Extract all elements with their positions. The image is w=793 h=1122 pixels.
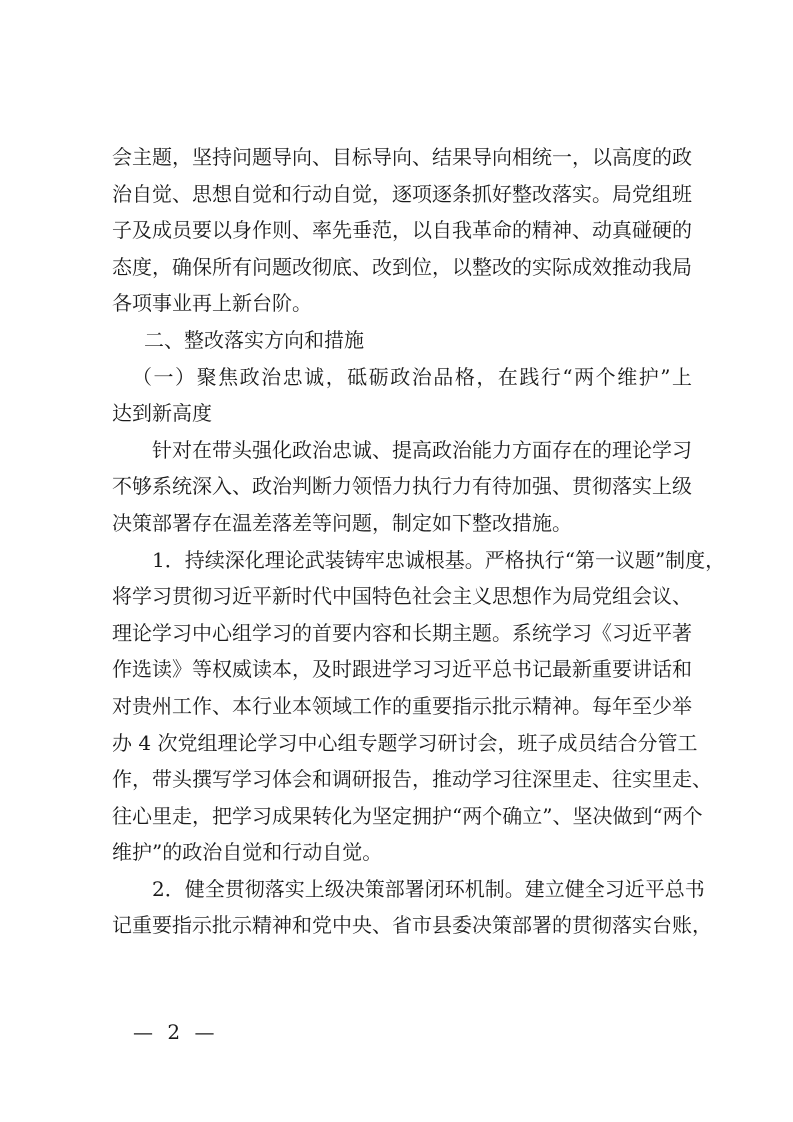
text-line: 不够系统深入、政治判断力领悟力执行力有待加强、贯彻落实上级 [112, 474, 692, 499]
paragraph-measure-2 [112, 871, 712, 944]
text-line: 1．持续深化理论武装铸牢忠诚根基。严格执行“第一议题”制度， [152, 547, 726, 572]
text-line: 达到新高度 [112, 401, 212, 426]
text-line: 会主题，坚持问题导向、目标导向、结果导向相统一，以高度的政 [112, 145, 692, 169]
page-number: — 2 — [133, 1020, 219, 1044]
section-heading: 二、整改落实方向和措施 [144, 327, 364, 352]
text-line: 作，带头撰写学习体会和调研报告，推动学习往深里走、往实里走、 [112, 767, 712, 792]
paragraph-intro [112, 139, 692, 322]
subsection-heading [112, 359, 692, 432]
text-line: （一）聚焦政治忠诚，砥砺政治品格，在践行“两个维护”上 [132, 364, 692, 389]
text-line: 2．健全贯彻落实上级决策部署闭环机制。建立健全习近平总书 [152, 876, 705, 901]
text-line: 记重要指示批示精神和党中央、省市县委决策部署的贯彻落实台账， [112, 913, 712, 938]
text-line: 各项事业再上新台阶。 [112, 291, 312, 316]
text-line: 治自觉、思想自觉和行动自觉，逐项逐条抓好整改落实。局党组班 [112, 181, 692, 206]
text-line: 决策部署存在温差落差等问题，制定如下整改措施。 [112, 510, 572, 535]
text-line: 往心里走，把学习成果转化为坚定拥护“两个确立”、坚决做到“两个 [112, 803, 703, 828]
text-line: 理论学习中心组学习的首要内容和长期主题。系统学习《习近平著 [112, 620, 692, 645]
text-line: 维护”的政治自觉和行动自觉。 [112, 840, 383, 865]
text-line: 办 4 次党组理论学习中心组专题学习研讨会，班子成员结合分管工 [112, 730, 698, 755]
document-body [112, 139, 726, 944]
text-line: 态度，确保所有问题改彻底、改到位，以整改的实际成效推动我局 [112, 254, 692, 279]
text-line: 子及成员要以身作则、率先垂范，以自我革命的精神、动真碰硬的 [112, 218, 692, 243]
text-line: 作选读》等权威读本，及时跟进学习习近平总书记最新重要讲话和 [112, 657, 692, 682]
text-line: 将学习贯彻习近平新时代中国特色社会主义思想作为局党组会议、 [112, 584, 692, 609]
text-line: 针对在带头强化政治忠诚、提高政治能力方面存在的理论学习 [152, 437, 692, 462]
paragraph-measure-1 [112, 542, 726, 871]
paragraph-issues [112, 432, 692, 542]
text-line: 对贵州工作、本行业本领域工作的重要指示批示精神。每年至少举 [112, 693, 692, 718]
